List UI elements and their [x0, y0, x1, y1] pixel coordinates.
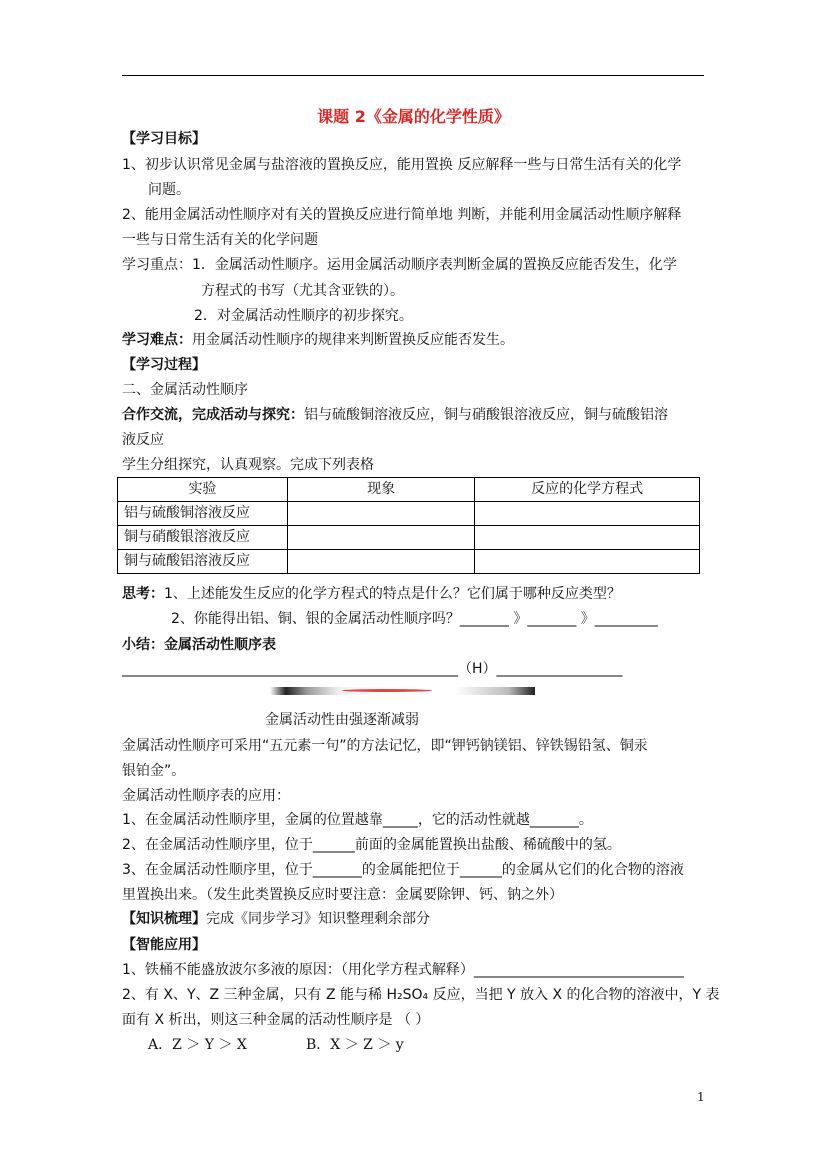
table-cell-experiment: 铝与硫酸铜溶液反应 — [118, 502, 288, 526]
table-header: 反应的化学方程式 — [475, 478, 700, 502]
knowledge-text: 完成《同步学习》知识整理剩余部分 — [206, 911, 430, 927]
table-cell-equation — [475, 526, 700, 550]
smart-question-2b: 面有 X 析出，则这三种金属的活动性顺序是 （ ） — [122, 1012, 430, 1028]
table-row — [118, 526, 700, 550]
cooperate-text-2: 液反应 — [122, 432, 164, 448]
option-b: B．X ＞ Z ＞ y — [306, 1037, 404, 1053]
cooperate-text: 铝与硫酸铜溶液反应，铜与硝酸银溶液反应，铜与硫酸铝溶 — [304, 407, 668, 423]
order-line: ________________________________________________（H）__________________ — [122, 661, 623, 677]
objective-2a: 2、能用金属活动性顺序对有关的置换反应进行简单地 判断，并能利用金属活动性顺序解释 — [122, 207, 682, 223]
smart-heading: 【智能应用】 — [122, 937, 206, 953]
summary-label: 小结：金属活动性顺序表 — [122, 637, 276, 653]
cooperate-line — [122, 406, 668, 424]
table-cell-phenomenon — [287, 550, 474, 574]
group-line: 学生分组探究，认真观察。完成下列表格 — [122, 457, 374, 473]
application-1: 1、在金属活动性顺序里，金属的位置越靠_____，它的活动性就越_______。 — [122, 812, 593, 828]
table-row — [118, 550, 700, 574]
think-2: 2、你能得出铝、铜、银的金属活动性顺序吗？_______ 》_______ 》_________ — [171, 611, 658, 627]
objectives-heading: 【学习目标】 — [122, 131, 206, 147]
table-row — [118, 502, 700, 526]
table-cell-phenomenon — [287, 502, 474, 526]
section-2-heading: 二、金属活动性顺序 — [122, 382, 248, 398]
difficulty-label: 学习难点： — [122, 332, 192, 348]
table-header-row — [118, 478, 700, 502]
table-header: 实验 — [118, 478, 288, 502]
application-2: 2、在金属活动性顺序里，位于______前面的金属能置换出盐酸、稀硫酸中的氢。 — [122, 837, 621, 853]
objective-1b: 问题。 — [148, 182, 190, 198]
arrow-caption: 金属活动性由强逐渐减弱 — [265, 712, 419, 728]
process-heading: 【学习过程】 — [122, 357, 206, 373]
experiment-table — [117, 477, 700, 574]
knowledge-line — [122, 910, 430, 928]
page-title: 课题 2《金属的化学性质》 — [317, 107, 510, 126]
application-3a: 3、在金属活动性顺序里，位于_______的金属能把位于______的金属从它们的化合物的溶液 — [122, 862, 684, 878]
smart-question-2a: 2、有 X、Y、Z 三种金属，只有 Z 能与稀 H₂SO₄ 反应，当把 Y 放入 X 的化合物的溶液中，Y 表 — [122, 987, 720, 1003]
difficulty-text: 用金属活动性顺序的规律来判断置换反应能否发生。 — [192, 332, 514, 348]
knowledge-label: 【知识梳理】 — [122, 911, 206, 927]
memory-line-1: 金属活动性顺序可采用“五元素一句”的方法记忆，即“钾钙钠镁铝、锌铁锡铅氢、铜汞 — [122, 738, 648, 754]
application-heading: 金属活动性顺序表的应用： — [122, 788, 290, 804]
header-rule — [122, 75, 704, 76]
table-cell-phenomenon — [287, 526, 474, 550]
smart-question-1: 1、铁桶不能盛放波尔多液的原因：（用化学方程式解释）______________________________ — [122, 962, 684, 978]
table-header: 现象 — [287, 478, 474, 502]
think-1: 1、上述能发生反应的化学方程式的特点是什么？它们属于哪种反应类型？ — [164, 586, 621, 602]
page-number: 1 — [697, 1090, 705, 1104]
keypoint-1b: 方程式的书写（尤其含亚铁的）。 — [201, 283, 404, 299]
option-a: A．Z ＞ Y ＞ X — [148, 1037, 247, 1053]
keypoint-2: 2．对金属活动性顺序的初步探究。 — [194, 308, 413, 324]
application-3b: 里置换出来。（发生此类置换反应时要注意：金属要除钾、钙、钠之外） — [122, 887, 563, 903]
keypoint-line-1 — [122, 256, 677, 274]
table-cell-experiment: 铜与硝酸银溶液反应 — [118, 526, 288, 550]
memory-line-2: 银铂金”。 — [122, 763, 186, 779]
objective-2b: 一些与日常生活有关的化学问题 — [122, 232, 318, 248]
cooperate-label: 合作交流，完成活动与探究： — [122, 407, 304, 423]
think-label: 思考： — [122, 586, 164, 602]
activity-arrow-red-stroke — [342, 689, 432, 692]
table-cell-equation — [475, 550, 700, 574]
table-cell-experiment: 铜与硫酸铝溶液反应 — [118, 550, 288, 574]
difficulty-line — [122, 331, 514, 349]
table-cell-equation — [475, 502, 700, 526]
objective-1a: 1、初步认识常见金属与盐溶液的置换反应，能用置换 反应解释一些与日常生活有关的化学 — [122, 157, 682, 173]
keypoint-1a: 1．金属活动性顺序。运用金属活动顺序表判断金属的置换反应能否发生，化学 — [192, 257, 677, 273]
think-line-1 — [122, 585, 621, 603]
keypoint-label: 学习重点： — [122, 257, 192, 273]
